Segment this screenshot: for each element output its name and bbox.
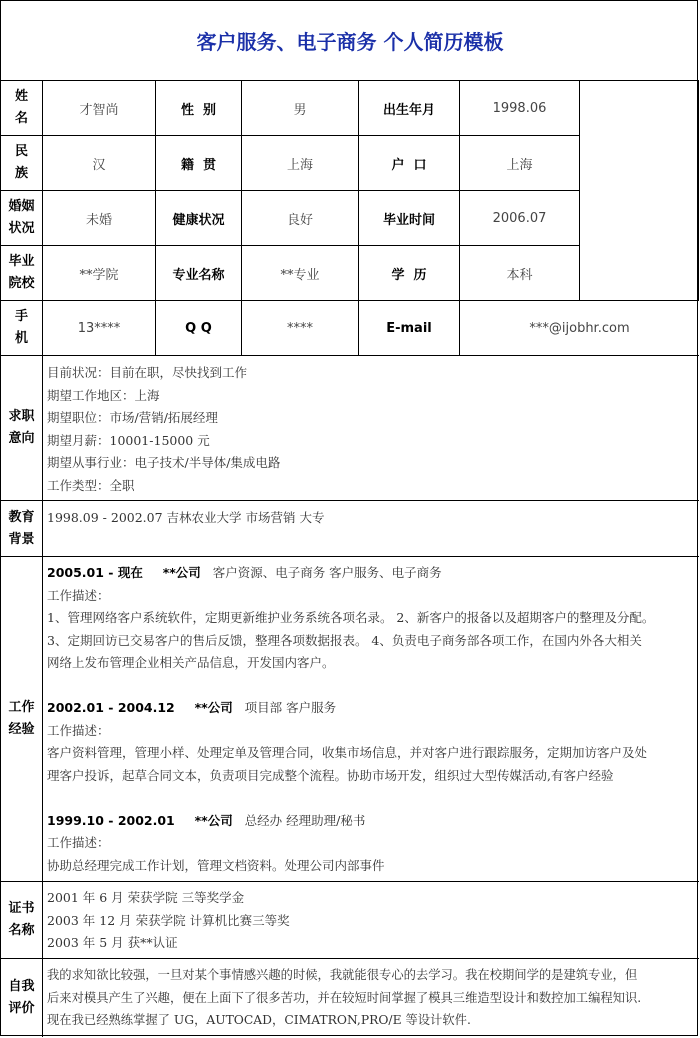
origin-label: 籍 贯 bbox=[156, 136, 242, 191]
job-header: 2002.01 - 2004.12 **公司 项目部 客户服务 bbox=[47, 700, 337, 715]
job-desc-label: 工作描述： bbox=[47, 587, 110, 603]
birth-label: 出生年月 bbox=[359, 81, 460, 136]
intent-label: 求职 意向 bbox=[1, 356, 43, 501]
degree-label: 学 历 bbox=[359, 246, 460, 301]
major-label: 专业名称 bbox=[156, 246, 242, 301]
job-desc-line: 协助总经理完成工作计划，管理文档资料。处理公司内部事件 bbox=[47, 857, 385, 873]
intent-line: 期望工作地区：上海 bbox=[47, 387, 160, 403]
phone-value: 13**** bbox=[43, 301, 156, 356]
self-label: 自我 评价 bbox=[1, 959, 43, 1037]
school-value: **学院 bbox=[43, 246, 156, 301]
job-header: 1999.10 - 2002.01 **公司 总经办 经理助理/秘书 bbox=[47, 812, 366, 828]
qq-label: Q Q bbox=[156, 301, 242, 356]
job-desc-line: 理客户投诉，起草合同文本，负责项目完成整个流程。协助市场开发，组织过大型传媒活动,有客户经验 bbox=[47, 767, 614, 783]
ethnic-label: 民 族 bbox=[1, 136, 43, 191]
certs-label: 证书 名称 bbox=[1, 882, 43, 959]
marital-label: 婚姻 状况 bbox=[1, 191, 43, 246]
work-label: 工作 经验 bbox=[1, 557, 43, 882]
page-title: 客户服务、电子商务 个人简历模板 bbox=[1, 1, 699, 81]
self-line: 我的求知欲比较强，一旦对某个事情感兴趣的时候，我就能很专心的去学习。我在校期间学的是建筑专业，但 bbox=[47, 968, 638, 982]
hukou-value: 上海 bbox=[460, 136, 580, 191]
email-label: E-mail bbox=[359, 301, 460, 356]
job-desc-line: 1、管理网络客户系统软件，定期更新维护业务系统各项名录。 2、新客户的报备以及超期客户的整理及分配。 bbox=[47, 610, 655, 625]
certs-section bbox=[43, 882, 699, 959]
intent-line: 期望职位：市场/营销/拓展经理 bbox=[47, 410, 218, 425]
job-desc-label: 工作描述： bbox=[47, 722, 110, 738]
name-label: 姓 名 bbox=[1, 81, 43, 136]
intent-section bbox=[43, 356, 699, 501]
cert-line: 2001 年 6 月 荣获学院 三等奖学金 bbox=[47, 890, 245, 905]
cert-line: 2003 年 5 月 获**认证 bbox=[47, 935, 178, 950]
self-section bbox=[43, 959, 699, 1037]
origin-value: 上海 bbox=[242, 136, 359, 191]
ethnic-value: 汉 bbox=[43, 136, 156, 191]
gender-label: 性 别 bbox=[156, 81, 242, 136]
job-header: 2005.01 - 现在 **公司 客户资源、电子商务 客户服务、电子商务 bbox=[47, 565, 442, 580]
hukou-label: 户 口 bbox=[359, 136, 460, 191]
health-value: 良好 bbox=[242, 191, 359, 246]
job-desc-line: 网络上发布管理企业相关产品信息，开发国内客户。 bbox=[47, 655, 335, 670]
cert-line: 2003 年 12 月 荣获学院 计算机比赛三等奖 bbox=[47, 912, 290, 928]
gradtime-label: 毕业时间 bbox=[359, 191, 460, 246]
self-line: 现在我已经熟练掌握了 UG，AUTOCAD，CIMATRON,PRO/E 等设计软件. bbox=[47, 1013, 471, 1027]
education-line: 1998.09 - 2002.07 吉林农业大学 市场营销 大专 bbox=[47, 510, 325, 525]
photo-area bbox=[580, 81, 699, 301]
job-desc-line: 3、定期回访已交易客户的售后反馈，整理各项数据报表。 4、负责电子商务部各项工作，在国内外各大相关 bbox=[47, 632, 642, 648]
intent-line: 工作类型：全职 bbox=[47, 477, 135, 493]
degree-value: 本科 bbox=[460, 246, 580, 301]
name-value: 才智尚 bbox=[43, 81, 156, 136]
gradtime-value: 2006.07 bbox=[460, 191, 580, 246]
birth-value: 1998.06 bbox=[460, 81, 580, 136]
qq-value: **** bbox=[242, 301, 359, 356]
email-value: ***@ijobhr.com bbox=[460, 301, 699, 356]
intent-line: 期望月薪：10001-15000 元 bbox=[47, 432, 210, 448]
education-label: 教育 背景 bbox=[1, 501, 43, 557]
job-desc-label: 工作描述： bbox=[47, 835, 110, 850]
work-section bbox=[43, 557, 699, 882]
major-value: **专业 bbox=[242, 246, 359, 301]
marital-value: 未婚 bbox=[43, 191, 156, 246]
education-section bbox=[43, 501, 699, 557]
self-line: 后来对模具产生了兴趣，便在上面下了很多苦功，并在较短时间掌握了模具三维造型设计和数控加工编程知识. bbox=[47, 990, 642, 1005]
health-label: 健康状况 bbox=[156, 191, 242, 246]
intent-line: 期望从事行业：电子技术/半导体/集成电路 bbox=[47, 455, 281, 470]
gender-value: 男 bbox=[242, 81, 359, 136]
phone-label: 手 机 bbox=[1, 301, 43, 356]
job-desc-line: 客户资料管理，管理小样、处理定单及管理合同，收集市场信息，并对客户进行跟踪服务，定期加访客户及处 bbox=[47, 745, 648, 760]
intent-line: 目前状况：目前在职，尽快找到工作 bbox=[47, 365, 248, 380]
school-label: 毕业 院校 bbox=[1, 246, 43, 301]
